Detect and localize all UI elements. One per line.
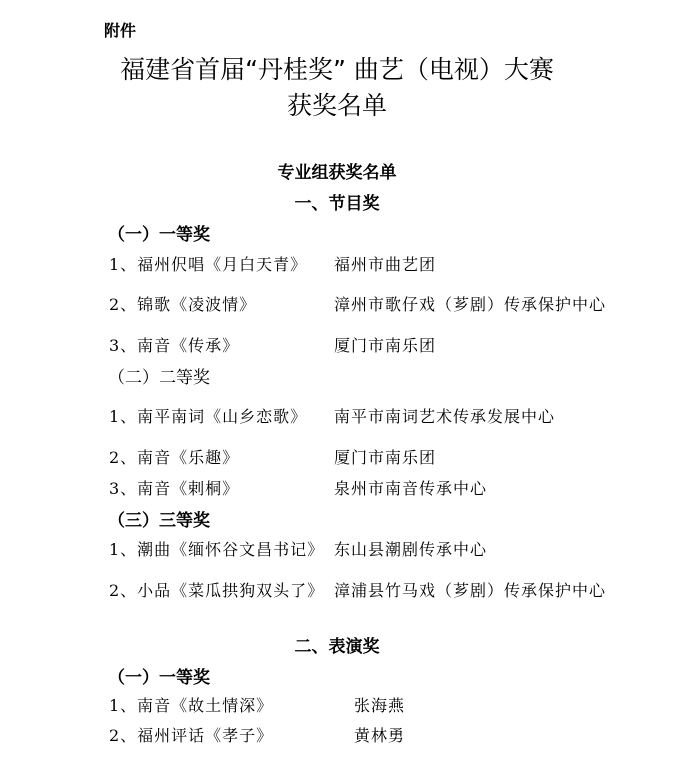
entry-title: 1、潮曲《缅怀谷文昌书记》 [109, 540, 325, 559]
entry-performer: 黄林勇 [354, 726, 406, 745]
award-level-second: （二）二等奖 [108, 368, 210, 388]
award-entry [109, 445, 669, 467]
entry-performer: 张海燕 [354, 696, 406, 715]
award-entry [109, 578, 669, 600]
award-level-first: （一）一等奖 [108, 668, 210, 688]
entry-organization: 东山县潮剧传承中心 [334, 540, 488, 559]
award-level-third: （三）三等奖 [108, 511, 210, 531]
entry-organization: 漳浦县竹马戏（芗剧）传承保护中心 [334, 581, 607, 600]
entry-organization: 泉州市南音传承中心 [334, 479, 488, 498]
document-subtitle: 获奖名单 [286, 91, 387, 120]
attachment-label: 附件 [104, 21, 137, 40]
entry-organization: 厦门市南乐团 [334, 336, 437, 355]
entry-title: 3、南音《传承》 [109, 336, 240, 355]
award-entry [109, 476, 669, 498]
award-entry [109, 537, 669, 559]
entry-title: 1、南平南词《山乡恋歌》 [109, 407, 308, 426]
entry-title: 3、南音《剌桐》 [109, 479, 240, 498]
entry-title: 2、小品《菜瓜拱狗双头了》 [109, 581, 325, 600]
entry-organization: 厦门市南乐团 [334, 448, 437, 467]
award-entry [109, 404, 669, 426]
award-entry [109, 333, 669, 355]
award-entry [109, 292, 669, 314]
group-heading: 专业组获奖名单 [277, 163, 397, 183]
award-entry [109, 693, 669, 715]
entry-organization: 南平市南词艺术传承发展中心 [334, 407, 556, 426]
entry-title: 1、福州伬唱《月白天青》 [109, 255, 308, 274]
entry-organization: 漳州市歌仔戏（芗剧）传承保护中心 [334, 295, 607, 314]
award-entry [109, 252, 669, 274]
document-title: 福建省首届“丹桂奖” 曲艺（电视）大赛 [120, 55, 554, 84]
award-level-first: （一）一等奖 [108, 225, 210, 245]
entry-title: 1、南音《故土情深》 [109, 696, 274, 715]
entry-title: 2、锦歌《凌波情》 [109, 295, 257, 314]
award-entry [109, 723, 669, 745]
entry-title: 2、南音《乐趣》 [109, 448, 240, 467]
section-heading-performance-award: 二、表演奖 [294, 637, 380, 657]
section-heading-program-award: 一、节目奖 [294, 194, 380, 214]
entry-title: 2、福州评话《孝子》 [109, 726, 274, 745]
entry-organization: 福州市曲艺团 [334, 255, 437, 274]
